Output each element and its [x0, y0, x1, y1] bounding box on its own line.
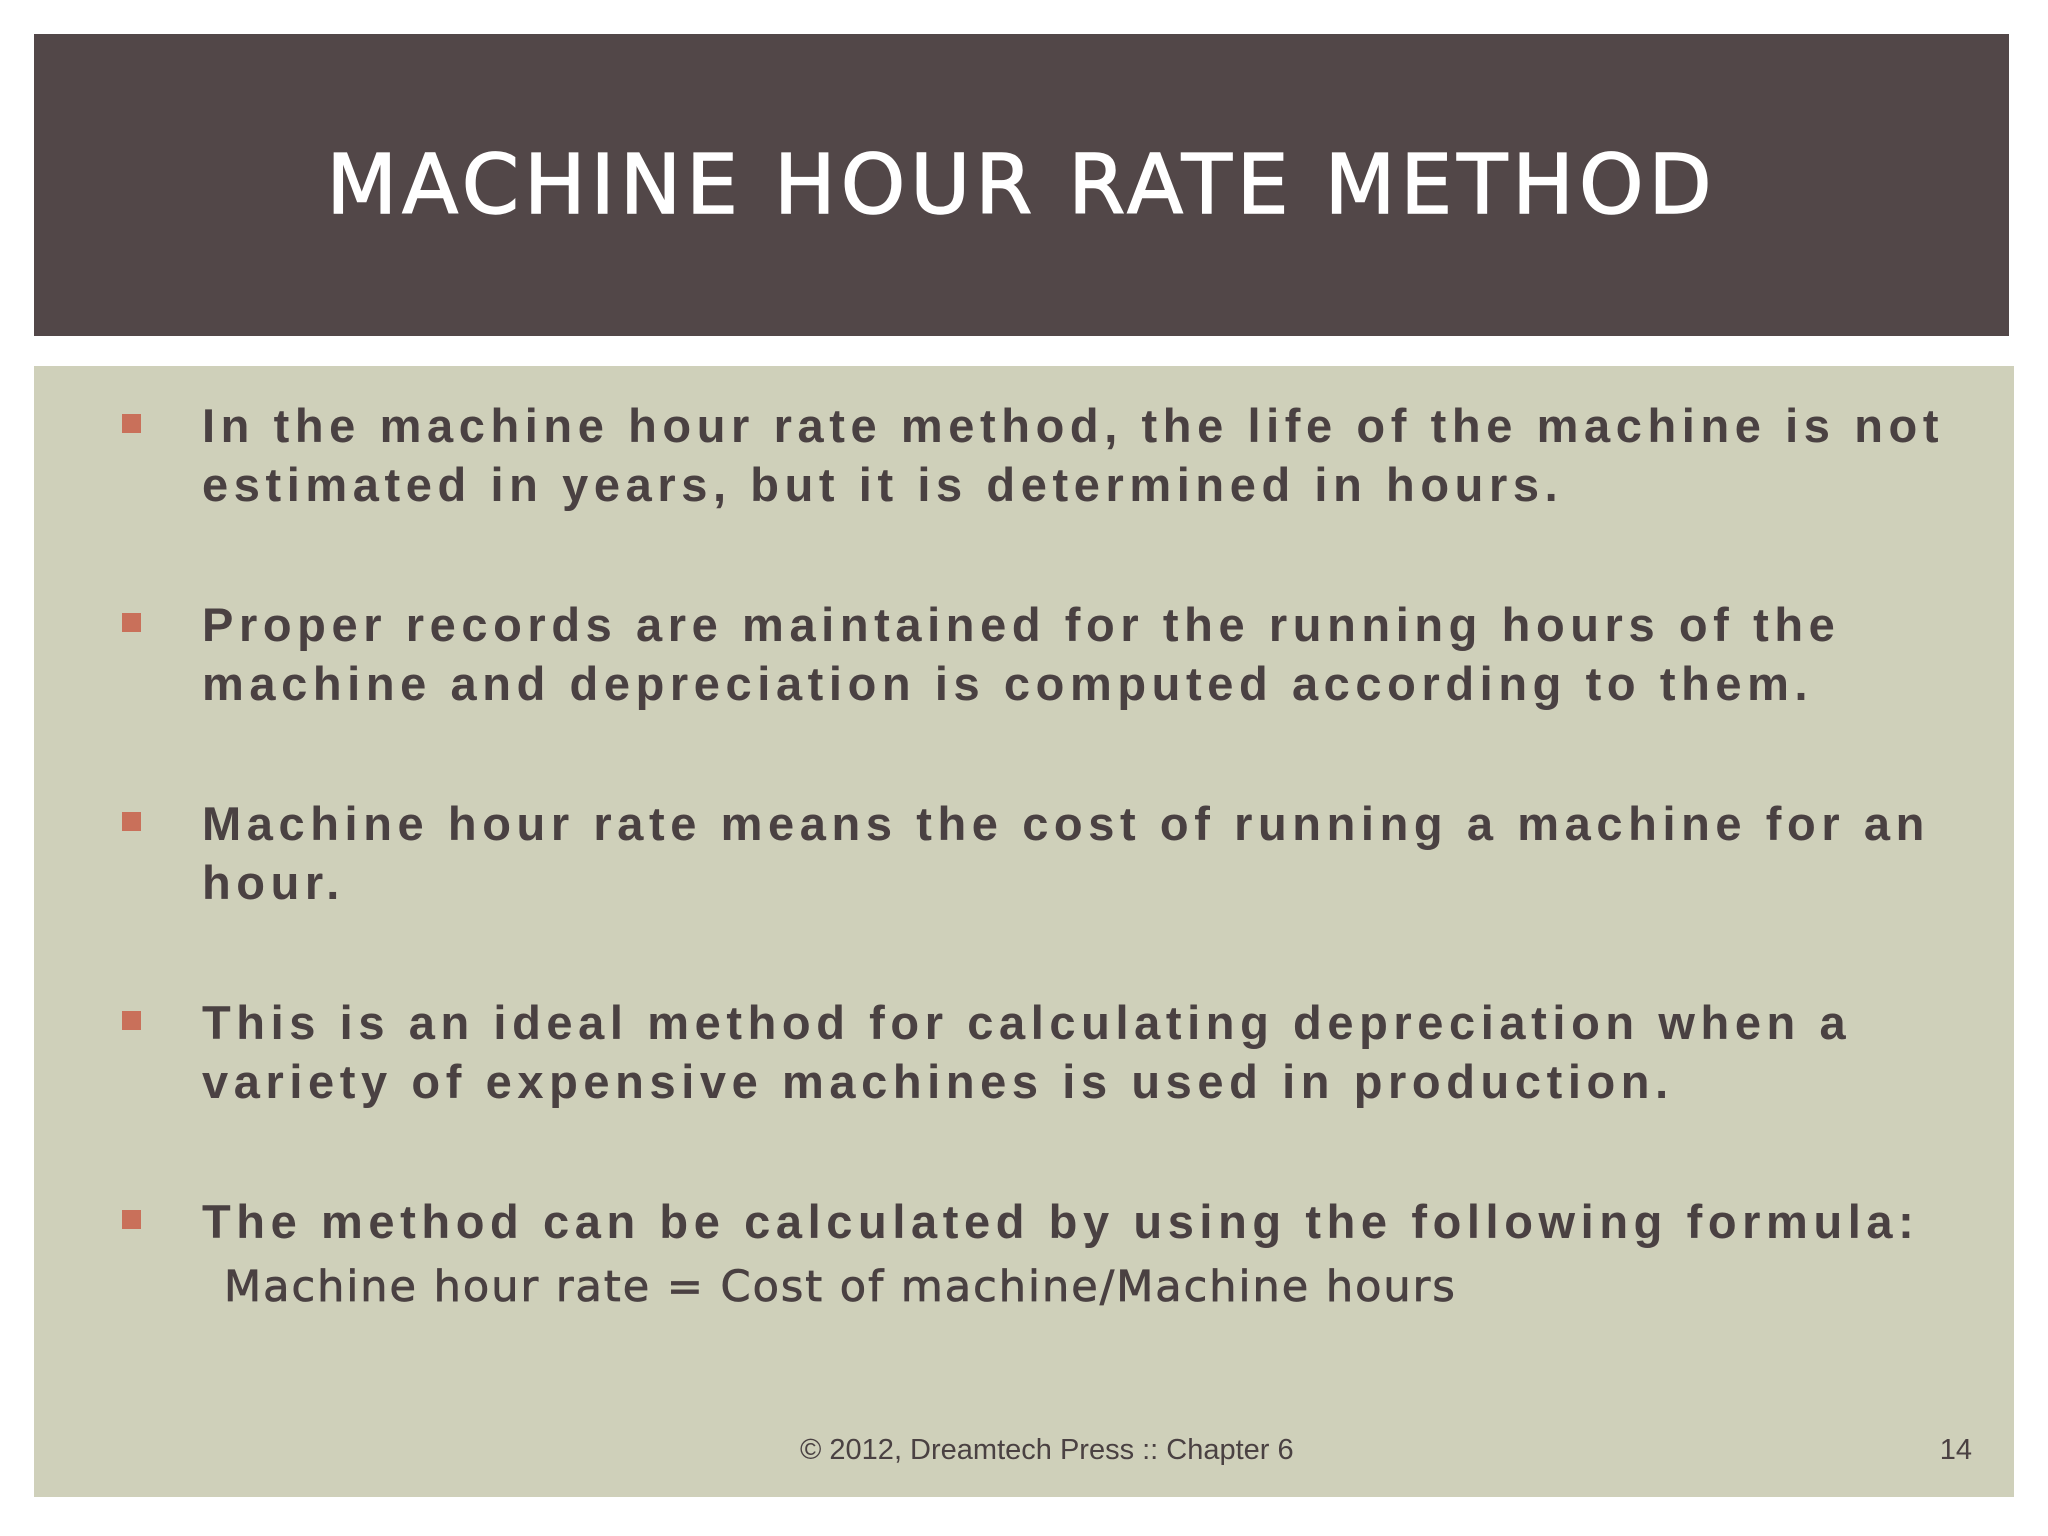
bullet-item — [122, 1192, 1972, 1317]
bullet-list — [122, 396, 1972, 1398]
title-bar — [34, 34, 2009, 336]
formula-text: Machine hour rate = Cost of machine/Machine hours — [224, 1262, 1457, 1312]
bullet-text: The method can be calculated by using the following formula: — [202, 1195, 1920, 1248]
square-bullet-icon — [122, 414, 141, 433]
square-bullet-icon — [122, 812, 141, 831]
square-bullet-icon — [122, 1210, 141, 1229]
slide-title: MACHINE HOUR RATE METHOD — [326, 137, 1717, 233]
content-panel — [34, 366, 2014, 1497]
page-number: 14 — [1939, 1434, 1972, 1466]
bullet-text: This is an ideal method for calculating depreciation when a variety of expensive machines is used in production. — [202, 996, 1852, 1108]
bullet-text: In the machine hour rate method, the life of the machine is not estimated in years, but it is determined in hours. — [202, 399, 1945, 511]
bullet-text: Proper records are maintained for the running hours of the machine and depreciation is computed according to them. — [202, 598, 1841, 710]
bullet-item — [122, 595, 1972, 713]
square-bullet-icon — [122, 613, 141, 632]
bullet-item — [122, 993, 1972, 1111]
bullet-text: Machine hour rate means the cost of running a machine for an hour. — [202, 797, 1930, 909]
square-bullet-icon — [122, 1011, 141, 1030]
slide-footer: © 2012, Dreamtech Press :: Chapter 6 — [800, 1434, 1294, 1466]
bullet-item — [122, 794, 1972, 912]
bullet-item — [122, 396, 1972, 514]
